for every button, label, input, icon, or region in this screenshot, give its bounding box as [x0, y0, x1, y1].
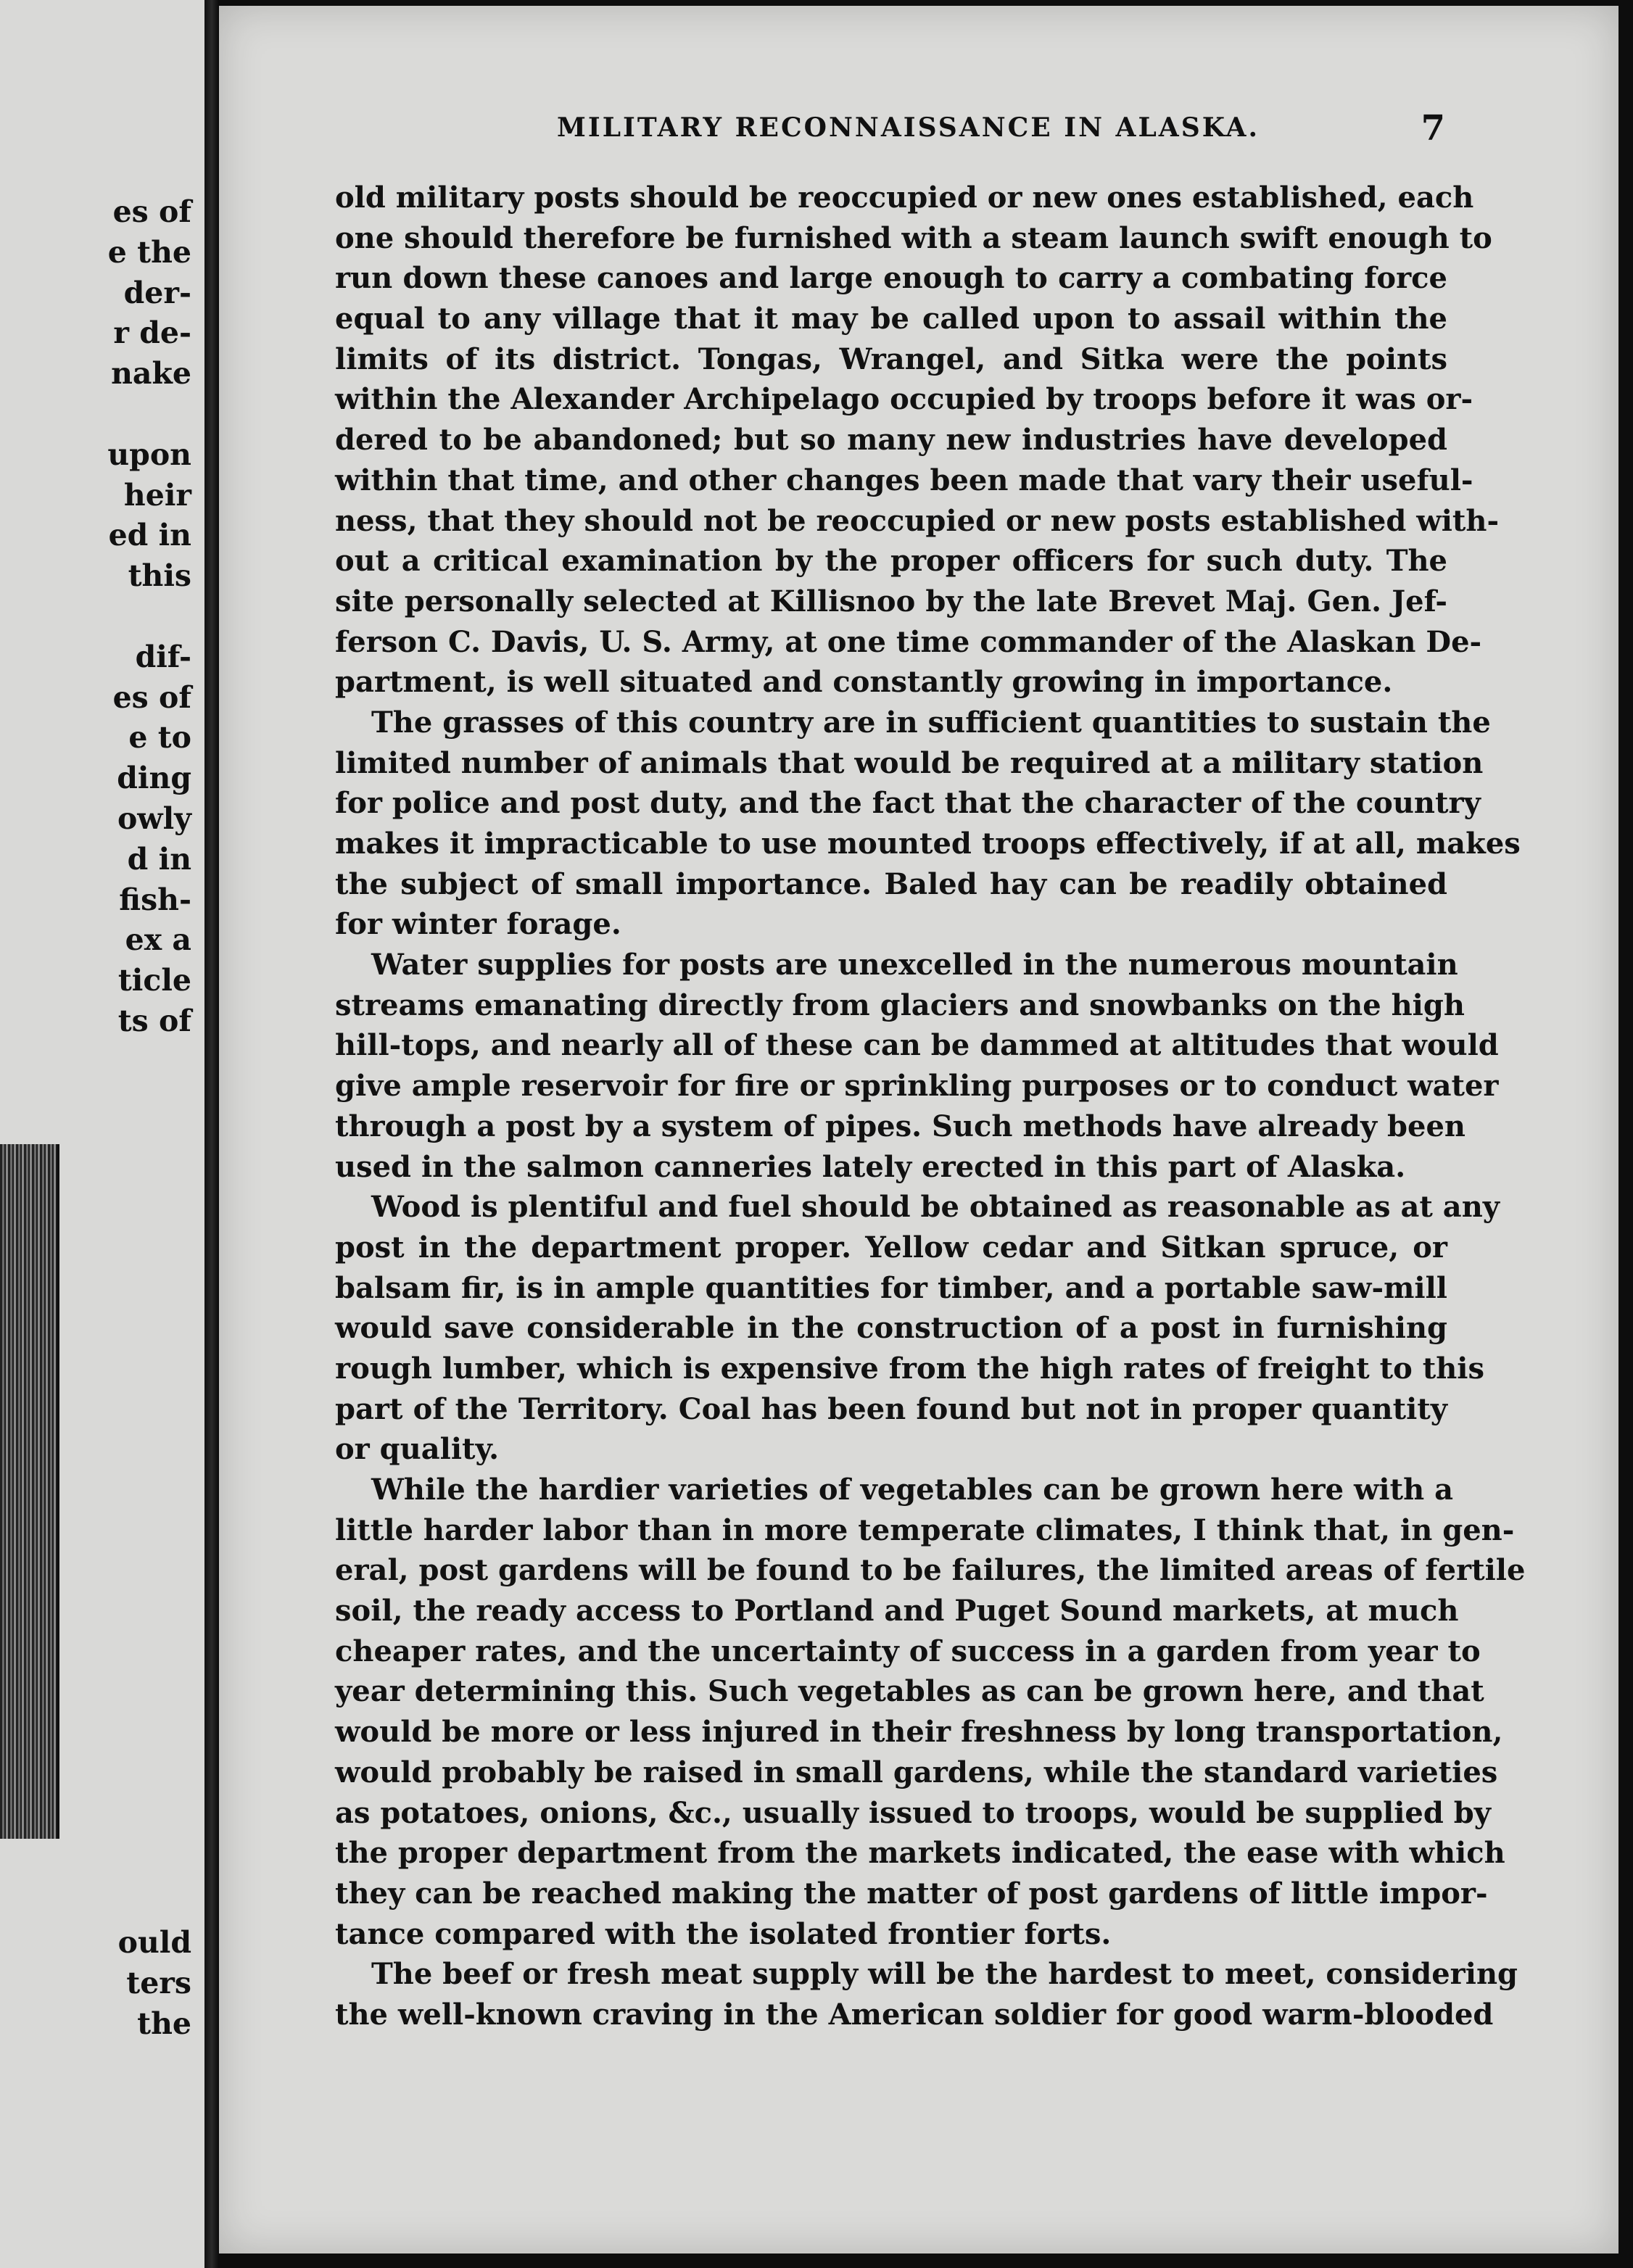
text-line: as potatoes, onions, &c., usually issued to troops, would be supplied by: [335, 1795, 1491, 1830]
text-line: or quality.: [335, 1432, 500, 1467]
left-page-line: e the: [107, 234, 191, 270]
text-line: eral, post gardens will be found to be failures, the limited areas of fertile: [335, 1553, 1526, 1588]
paragraph: [335, 178, 1500, 703]
text-line: within that time, and other changes been made that vary their useful-: [335, 463, 1473, 497]
text-line: While the hardier varieties of vegetables can be grown here with a: [371, 1473, 1454, 1507]
text-line: year determining this. Such vegetables as can be grown here, and that: [335, 1674, 1484, 1709]
left-page-fragment: [0, 0, 204, 2268]
left-page-line: r de-: [113, 315, 191, 351]
left-page-line: ters: [126, 1965, 191, 2000]
left-page-line: fish-: [119, 882, 191, 917]
left-page-line: es of: [112, 679, 191, 715]
left-page-line: this: [128, 558, 191, 594]
paragraph: [335, 1470, 1526, 1954]
text-line: limited number of animals that would be required at a military station: [335, 745, 1484, 780]
left-page-line: heir: [123, 477, 191, 513]
text-line: part of the Territory. Coal has been found but not in proper quantity: [335, 1391, 1447, 1426]
left-page-line: ts of: [117, 1003, 191, 1038]
left-page-line: ould: [117, 1925, 191, 1960]
text-line: streams emanating directly from glaciers and snowbanks on the high: [335, 988, 1465, 1022]
paragraph: [335, 703, 1521, 945]
paragraph: [335, 945, 1499, 1187]
text-line: The grasses of this country are in sufficient quantities to sustain the: [371, 705, 1491, 740]
text-line: within the Alexander Archipelago occupied by troops before it was or-: [335, 382, 1473, 417]
running-title: MILITARY RECONNAISSANCE IN ALASKA.: [557, 112, 1260, 143]
text-line: hill-tops, and nearly all of these can be dammed at altitudes that would: [335, 1028, 1499, 1063]
text-line: soil, the ready access to Portland and Puget Sound markets, at much: [335, 1594, 1459, 1628]
left-page-line: upon: [107, 436, 191, 472]
text-line: would be more or less injured in their freshness by long transportation,: [335, 1715, 1503, 1750]
left-page-line: e to: [128, 720, 191, 756]
paragraph: [335, 1187, 1500, 1470]
paragraph: [335, 1954, 1518, 2035]
text-line: makes it impracticable to use mounted troops effectively, if at all, makes: [335, 827, 1521, 861]
left-page-line: ex a: [125, 922, 191, 958]
left-page-line: ding: [117, 761, 191, 796]
body-text: [335, 178, 1526, 2035]
text-line: balsam fir, is in ample quantities for timber, and a portable saw-mill: [335, 1270, 1447, 1305]
text-line: out a critical examination by the proper officers for such duty. The: [335, 544, 1447, 579]
left-page-line: ticle: [117, 963, 191, 998]
left-page-line: dif-: [135, 639, 191, 674]
text-line: tance compared with the isolated frontier forts.: [335, 1916, 1112, 1951]
text-line: through a post by a system of pipes. Such methods have already been: [335, 1109, 1466, 1143]
text-line: for police and post duty, and the fact that the character of the country: [335, 786, 1481, 821]
left-page-line: ed in: [108, 518, 191, 553]
text-line: used in the salmon canneries lately erected in this part of Alaska.: [335, 1149, 1406, 1184]
text-line: would probably be raised in small gardens, while the standard varieties: [335, 1755, 1498, 1789]
text-line: Water supplies for posts are unexcelled in the numerous mountain: [371, 948, 1458, 982]
left-page-line: der-: [123, 275, 191, 310]
text-line: limits of its district. Tongas, Wrangel, and Sitka were the points: [335, 342, 1447, 376]
text-line: ness, that they should not be reoccupied or new posts established with-: [335, 503, 1500, 538]
text-line: would save considerable in the construction of a post in furnishing: [335, 1311, 1447, 1346]
left-page-line: owly: [117, 801, 191, 836]
text-line: one should therefore be furnished with a steam launch swift enough to: [335, 220, 1492, 255]
left-page-line: es of: [112, 194, 191, 229]
engraving-illustration-fragment: [0, 1144, 59, 1839]
text-line: the subject of small importance. Baled hay can be readily obtained: [335, 866, 1447, 901]
text-line: site personally selected at Killisnoo by the late Brevet Maj. Gen. Jef-: [335, 584, 1447, 618]
text-line: rough lumber, which is expensive from the high rates of freight to this: [335, 1351, 1484, 1386]
text-line: The beef or fresh meat supply will be the hardest to meet, considering: [371, 1957, 1518, 1992]
text-line: ferson C. Davis, U. S. Army, at one time commander of the Alaskan De-: [335, 624, 1482, 659]
text-line: run down these canoes and large enough to carry a combating force: [335, 261, 1447, 296]
text-line: they can be reached making the matter of post gardens of little impor-: [335, 1876, 1488, 1911]
text-line: little harder labor than in more temperate climates, I think that, in gen-: [335, 1512, 1515, 1547]
left-page-line: the: [137, 2006, 191, 2041]
text-line: Wood is plentiful and fuel should be obtained as reasonable as at any: [371, 1190, 1500, 1225]
left-page-line: nake: [111, 356, 191, 392]
text-line: equal to any village that it may be called upon to assail within the: [335, 302, 1447, 336]
text-line: for winter forage.: [335, 907, 621, 942]
text-line: dered to be abandoned; but so many new industries have developed: [335, 423, 1447, 458]
book-gutter: [204, 0, 219, 2268]
page-number: 7: [1421, 108, 1447, 149]
text-line: the well-known craving in the American soldier for good warm-blooded: [335, 1997, 1494, 2032]
text-line: post in the department proper. Yellow cedar and Sitkan spruce, or: [335, 1230, 1447, 1265]
left-page-line: d in: [127, 841, 191, 877]
text-line: the proper department from the markets indicated, the ease with which: [335, 1836, 1505, 1871]
text-line: give ample reservoir for fire or sprinkling purposes or to conduct water: [335, 1069, 1499, 1104]
text-line: old military posts should be reoccupied or new ones established, each: [335, 181, 1474, 215]
text-line: partment, is well situated and constantly growing in importance.: [335, 665, 1393, 700]
text-line: cheaper rates, and the uncertainty of success in a garden from year to: [335, 1634, 1481, 1668]
